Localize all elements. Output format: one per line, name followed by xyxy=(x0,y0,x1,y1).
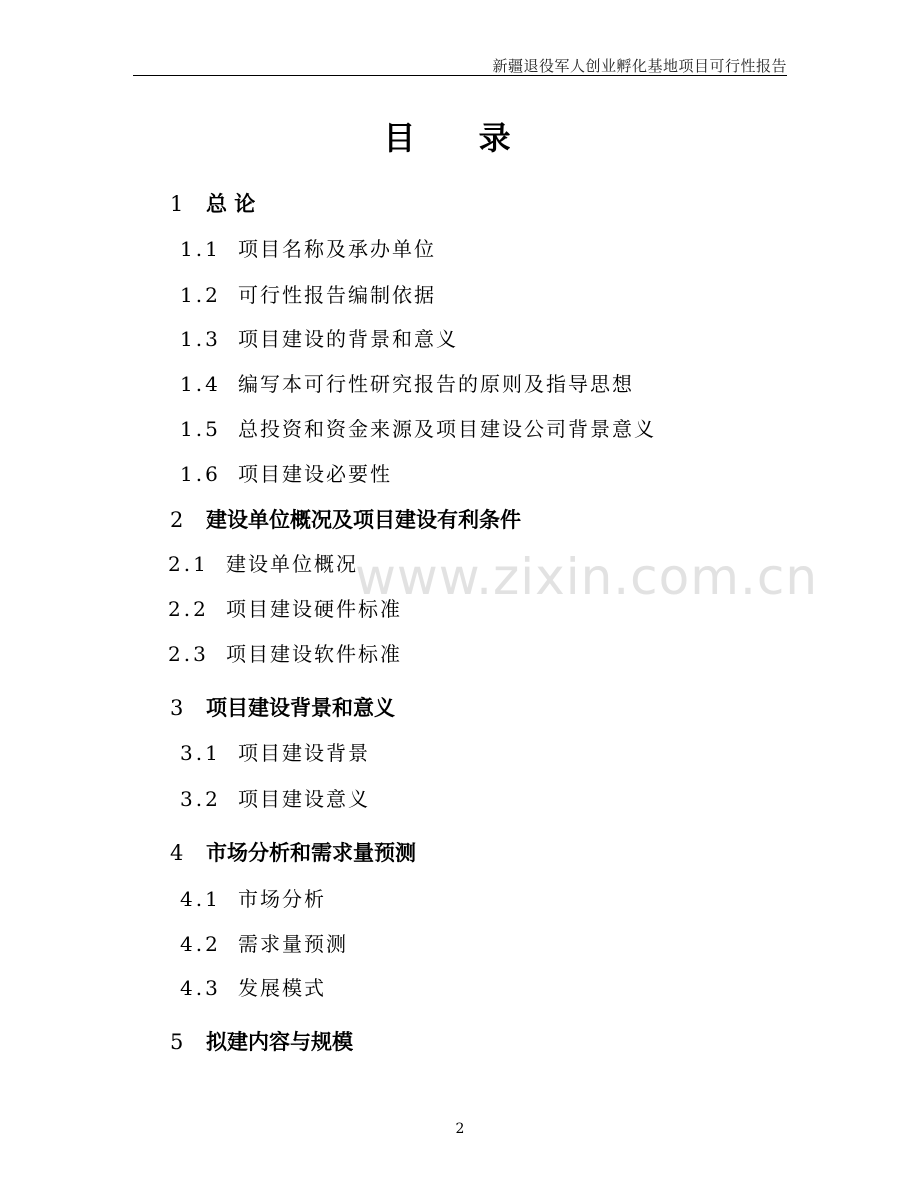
toc-number: 3.2 xyxy=(180,787,221,811)
toc-number: 1.1 xyxy=(180,237,221,261)
toc-label: 项目建设的背景和意义 xyxy=(238,327,458,351)
toc-number: 4 xyxy=(170,841,184,865)
toc-number: 2.1 xyxy=(168,552,209,576)
toc-number: 1.5 xyxy=(180,417,221,441)
toc-number: 4.1 xyxy=(180,887,221,911)
toc-number: 4.2 xyxy=(180,932,221,956)
toc-label: 建设单位概况 xyxy=(226,552,358,576)
toc-section-5[interactable] xyxy=(170,1026,353,1056)
toc-label: 市场分析和需求量预测 xyxy=(206,841,416,865)
toc-number: 5 xyxy=(170,1030,184,1054)
toc-label: 项目建设背景和意义 xyxy=(206,696,395,720)
toc-label: 发展模式 xyxy=(238,976,326,1000)
running-header: 新疆退役军人创业孵化基地项目可行性报告 xyxy=(492,57,787,75)
toc-section-1-3[interactable] xyxy=(180,323,458,352)
toc-number: 4.3 xyxy=(180,976,221,1000)
toc-label: 项目名称及承办单位 xyxy=(238,237,436,261)
toc-label: 项目建设硬件标准 xyxy=(226,597,402,621)
toc-label: 项目建设软件标准 xyxy=(226,642,402,666)
toc-number: 2.3 xyxy=(168,642,209,666)
toc-section-2[interactable] xyxy=(170,504,521,534)
toc-label: 总投资和资金来源及项目建设公司背景意义 xyxy=(238,417,656,441)
toc-section-3[interactable] xyxy=(170,692,395,722)
toc-number: 3 xyxy=(170,696,184,720)
toc-section-1-2[interactable] xyxy=(180,279,436,308)
toc-section-1-1[interactable] xyxy=(180,233,436,262)
toc-label: 总 论 xyxy=(206,192,256,216)
toc-section-4-3[interactable] xyxy=(180,972,326,1001)
toc-label: 拟建内容与规模 xyxy=(206,1030,353,1054)
toc-section-1[interactable] xyxy=(170,188,255,218)
toc-label: 项目建设意义 xyxy=(238,787,370,811)
toc-label: 建设单位概况及项目建设有利条件 xyxy=(206,508,521,532)
toc-number: 1.2 xyxy=(180,283,221,307)
toc-label: 市场分析 xyxy=(238,887,326,911)
toc-label: 可行性报告编制依据 xyxy=(238,283,436,307)
toc-number: 1.6 xyxy=(180,462,221,486)
toc-section-4-2[interactable] xyxy=(180,928,348,957)
toc-section-1-4[interactable] xyxy=(180,368,634,397)
toc-section-2-3[interactable] xyxy=(168,638,402,667)
page-title: 目 录 xyxy=(383,119,537,157)
toc-section-2-1[interactable] xyxy=(168,548,358,577)
toc-section-2-2[interactable] xyxy=(168,593,402,622)
toc-section-4[interactable] xyxy=(170,837,416,867)
toc-label: 编写本可行性研究报告的原则及指导思想 xyxy=(238,372,634,396)
page-number: 2 xyxy=(455,1121,465,1137)
toc-number: 3.1 xyxy=(180,741,221,765)
toc-number: 2.2 xyxy=(168,597,209,621)
toc-number: 1.4 xyxy=(180,372,221,396)
toc-number: 1 xyxy=(170,192,184,216)
toc-section-1-5[interactable] xyxy=(180,413,656,442)
toc-section-3-2[interactable] xyxy=(180,783,370,812)
toc-label: 项目建设必要性 xyxy=(238,462,392,486)
watermark: www.zixin.com.cn xyxy=(355,548,819,606)
toc-number: 2 xyxy=(170,508,184,532)
toc-label: 项目建设背景 xyxy=(238,741,370,765)
header-divider xyxy=(133,75,787,76)
toc-section-3-1[interactable] xyxy=(180,737,370,766)
toc-section-1-6[interactable] xyxy=(180,458,392,487)
toc-section-4-1[interactable] xyxy=(180,883,326,912)
toc-number: 1.3 xyxy=(180,327,221,351)
toc-label: 需求量预测 xyxy=(238,932,348,956)
